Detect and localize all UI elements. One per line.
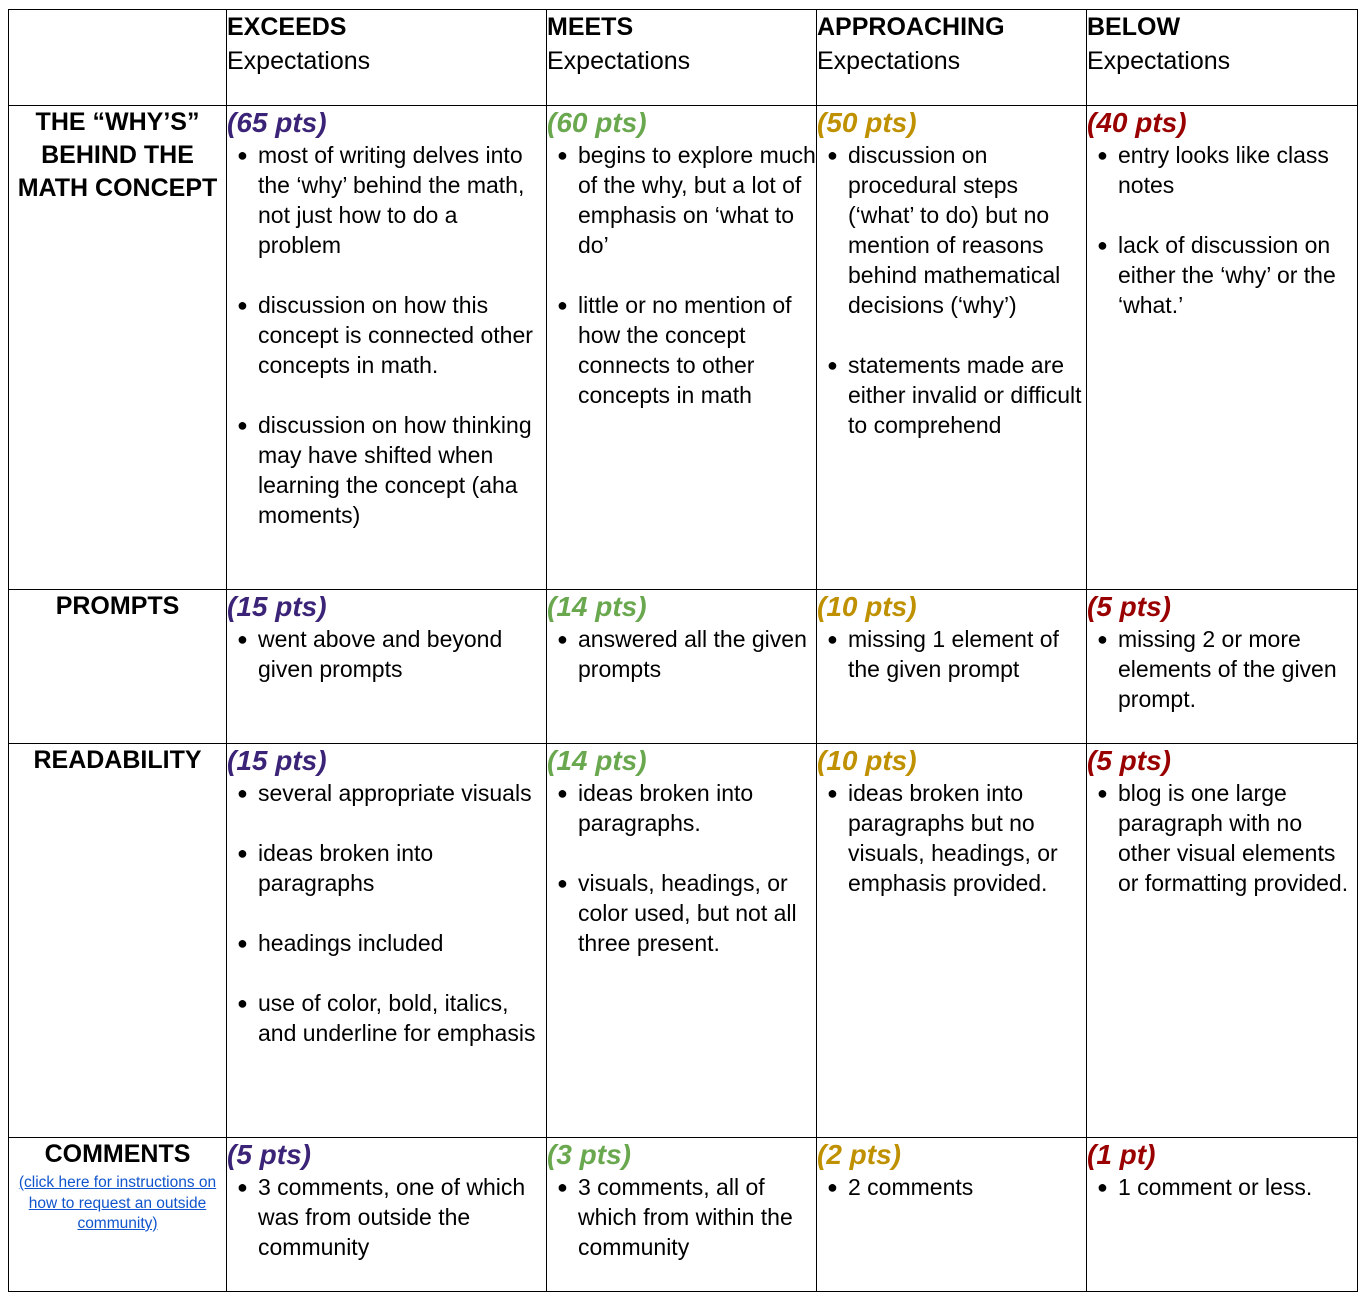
cell-prompts-meets <box>547 590 817 744</box>
list-item: ● discussion on how thinking may have shifted when learning the concept (aha moments) <box>237 412 532 528</box>
cell-readability-below <box>1087 744 1358 1138</box>
list-item: ● missing 2 or more elements of the given prompt. <box>1097 626 1337 712</box>
bullet-icon: ● <box>1097 145 1108 165</box>
bullet-icon: ● <box>557 873 568 893</box>
list-item: ● entry looks like class notes <box>1097 142 1329 198</box>
list-item: ● most of writing delves into the ‘why’ behind the math, not just how to do a problem <box>237 142 525 258</box>
row-whys <box>9 106 1358 590</box>
expectations-label: Expectations <box>227 47 371 75</box>
level-label: BELOW <box>1087 13 1181 41</box>
cell-readability-exceeds <box>227 744 547 1138</box>
criteria-list <box>227 1172 546 1262</box>
list-item: ● answered all the given prompts <box>557 626 807 682</box>
cell-whys-approaching <box>817 106 1087 590</box>
row-header-prompts <box>9 590 227 744</box>
points-label: (14 pts) <box>547 745 647 776</box>
criterion-name: COMMENTS <box>44 1140 191 1168</box>
list-item: ● ideas broken into paragraphs. <box>557 780 754 836</box>
cell-whys-below <box>1087 106 1358 590</box>
criteria-list <box>227 778 546 1048</box>
bullet-icon: ● <box>827 145 838 165</box>
cell-comments-exceeds <box>227 1138 547 1292</box>
header-row <box>9 10 1358 106</box>
list-item: ● several appropriate visuals <box>237 780 532 806</box>
points-label: (65 pts) <box>227 107 327 138</box>
criteria-list <box>817 140 1086 440</box>
cell-readability-approaching <box>817 744 1087 1138</box>
points-label: (2 pts) <box>817 1139 901 1170</box>
bullet-icon: ● <box>557 295 568 315</box>
criteria-list <box>817 778 1086 898</box>
row-header-readability <box>9 744 227 1138</box>
bullet-icon: ● <box>237 629 248 649</box>
row-comments <box>9 1138 1358 1292</box>
bullet-icon: ● <box>557 783 568 803</box>
points-label: (10 pts) <box>817 591 917 622</box>
list-item: ● ideas broken into paragraphs <box>237 840 434 896</box>
corner-cell <box>9 10 227 106</box>
criteria-list <box>817 624 1086 684</box>
list-item: ● 2 comments <box>827 1174 974 1200</box>
list-item: ● headings included <box>237 930 444 956</box>
row-prompts <box>9 590 1358 744</box>
outside-community-instructions-link[interactable]: (click here for instructions on how to request an outside community) <box>18 1174 217 1232</box>
criteria-list <box>227 624 546 684</box>
bullet-icon: ● <box>1097 629 1108 649</box>
header-exceeds <box>227 10 547 106</box>
list-item: ● little or no mention of how the concept connects to other concepts in math <box>557 292 792 408</box>
bullet-icon: ● <box>557 145 568 165</box>
bullet-icon: ● <box>557 1177 568 1197</box>
cell-comments-approaching <box>817 1138 1087 1292</box>
criterion-name: THE “WHY’S” BEHIND THE MATH CONCEPT <box>17 108 218 202</box>
list-item: ● 3 comments, one of which was from outside the community <box>237 1174 526 1260</box>
list-item: ● use of color, bold, italics, and underline for emphasis <box>237 990 536 1046</box>
expectations-label: Expectations <box>817 47 961 75</box>
list-item: ● ideas broken into paragraphs but no visuals, headings, or emphasis provided. <box>827 780 1058 896</box>
bullet-icon: ● <box>237 295 248 315</box>
criteria-list <box>1087 778 1357 898</box>
points-label: (1 pt) <box>1087 1139 1156 1170</box>
criteria-list <box>547 140 816 410</box>
criteria-list <box>1087 140 1357 320</box>
bullet-icon: ● <box>237 933 248 953</box>
list-item: ● lack of discussion on either the ‘why’ or the ‘what.’ <box>1097 232 1336 318</box>
list-item: ● blog is one large paragraph with no other visual elements or formatting provided. <box>1097 780 1349 896</box>
criteria-list <box>1087 624 1357 714</box>
header-below <box>1087 10 1358 106</box>
list-item: ● begins to explore much of the why, but a lot of emphasis on ‘what to do’ <box>557 142 816 258</box>
bullet-icon: ● <box>1097 783 1108 803</box>
bullet-icon: ● <box>237 145 248 165</box>
expectations-label: Expectations <box>1087 47 1231 75</box>
list-item: ● missing 1 element of the given prompt <box>827 626 1059 682</box>
points-label: (5 pts) <box>1087 591 1171 622</box>
level-label: APPROACHING <box>817 13 1005 41</box>
level-label: EXCEEDS <box>227 13 347 41</box>
bullet-icon: ● <box>1097 235 1108 255</box>
list-item: ● visuals, headings, or color used, but not all three present. <box>557 870 797 956</box>
cell-readability-meets <box>547 744 817 1138</box>
criteria-list <box>227 140 546 530</box>
criterion-name: PROMPTS <box>55 592 180 620</box>
bullet-icon: ● <box>237 843 248 863</box>
points-label: (5 pts) <box>227 1139 311 1170</box>
points-label: (60 pts) <box>547 107 647 138</box>
points-label: (5 pts) <box>1087 745 1171 776</box>
list-item: ● went above and beyond given prompts <box>237 626 503 682</box>
row-readability <box>9 744 1358 1138</box>
criteria-list <box>547 778 816 958</box>
points-label: (3 pts) <box>547 1139 631 1170</box>
cell-whys-exceeds <box>227 106 547 590</box>
points-label: (50 pts) <box>817 107 917 138</box>
bullet-icon: ● <box>237 993 248 1013</box>
cell-prompts-below <box>1087 590 1358 744</box>
list-item: ● discussion on how this concept is connected other concepts in math. <box>237 292 533 378</box>
points-label: (15 pts) <box>227 745 327 776</box>
bullet-icon: ● <box>237 415 248 435</box>
bullet-icon: ● <box>827 629 838 649</box>
bullet-icon: ● <box>827 783 838 803</box>
list-item: ● 1 comment or less. <box>1097 1174 1313 1200</box>
points-label: (14 pts) <box>547 591 647 622</box>
bullet-icon: ● <box>827 1177 838 1197</box>
points-label: (10 pts) <box>817 745 917 776</box>
level-label: MEETS <box>547 13 634 41</box>
cell-comments-below <box>1087 1138 1358 1292</box>
cell-whys-meets <box>547 106 817 590</box>
points-label: (40 pts) <box>1087 107 1187 138</box>
list-item: ● discussion on procedural steps (‘what’ to do) but no mention of reasons behind mathematical decisions (‘why’) <box>827 142 1061 318</box>
list-item: ● statements made are either invalid or difficult to comprehend <box>827 352 1082 438</box>
header-meets <box>547 10 817 106</box>
criterion-name: READABILITY <box>33 746 202 774</box>
points-label: (15 pts) <box>227 591 327 622</box>
row-header-whys <box>9 106 227 590</box>
bullet-icon: ● <box>557 629 568 649</box>
rubric-table <box>8 9 1358 1292</box>
row-header-comments <box>9 1138 227 1292</box>
criteria-list <box>547 624 816 684</box>
bullet-icon: ● <box>237 1177 248 1197</box>
list-item: ● 3 comments, all of which from within the community <box>557 1174 793 1260</box>
criteria-list <box>817 1172 1086 1202</box>
expectations-label: Expectations <box>547 47 691 75</box>
cell-prompts-exceeds <box>227 590 547 744</box>
criteria-list <box>1087 1172 1357 1202</box>
bullet-icon: ● <box>827 355 838 375</box>
bullet-icon: ● <box>1097 1177 1108 1197</box>
criteria-list <box>547 1172 816 1262</box>
bullet-icon: ● <box>237 783 248 803</box>
cell-prompts-approaching <box>817 590 1087 744</box>
header-approaching <box>817 10 1087 106</box>
cell-comments-meets <box>547 1138 817 1292</box>
